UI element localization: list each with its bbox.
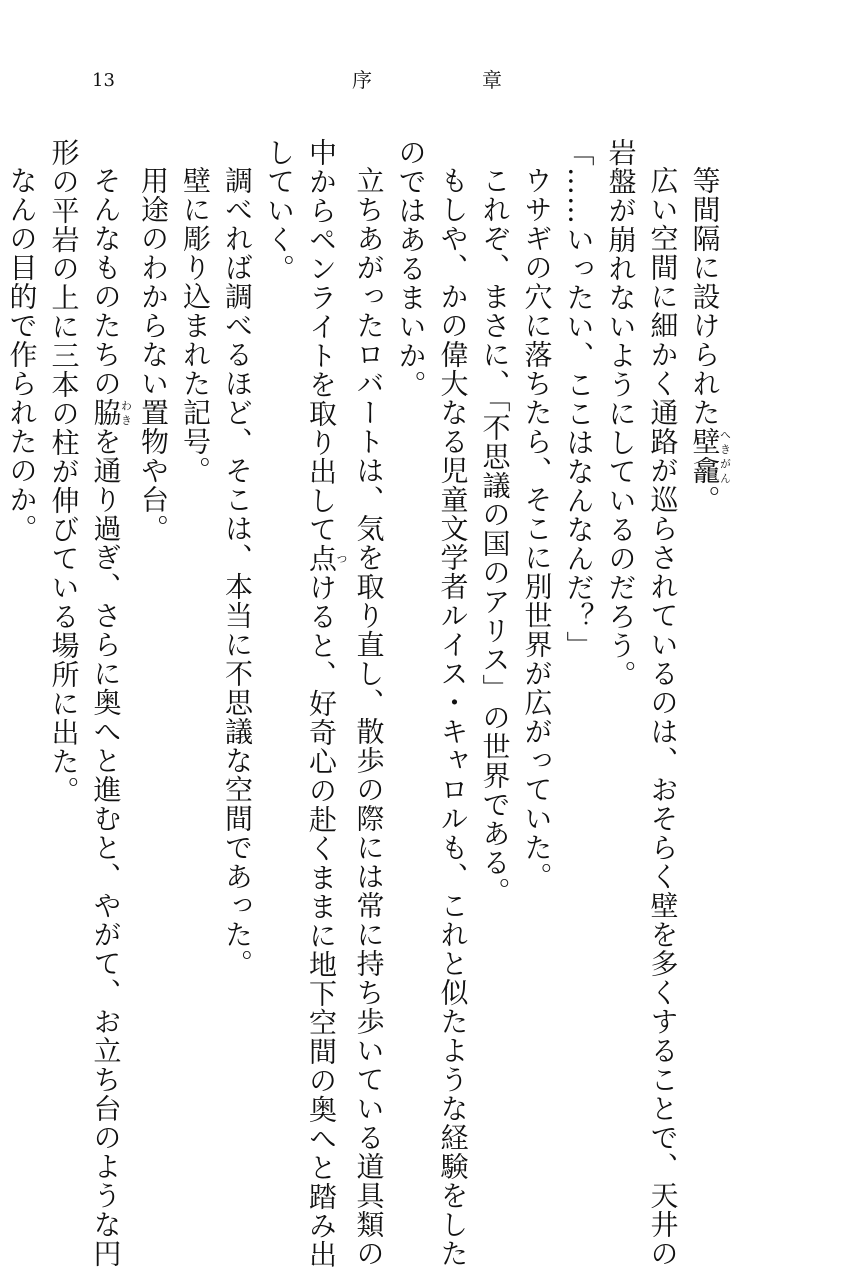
paragraph: 用途のわからない置物や台。 <box>137 166 170 543</box>
chapter-title <box>352 70 502 90</box>
page-number: 13 <box>92 70 115 91</box>
paragraph-continuation: 岩盤が崩れないようにしているのだろう。 <box>604 138 638 689</box>
dialogue-line: 「……いったい、ここはなんなんだ？」 <box>562 138 596 660</box>
paragraph: ウサギの穴に落ちたら、そこに別世界が広がっていた。 <box>520 166 554 891</box>
paragraph-continuation: のではあるまいか。 <box>394 138 428 399</box>
chapter-title-char-2: 章 <box>482 68 502 92</box>
paragraph: 調べれば調べるほど、そこは、本当に不思議な空間であった。 <box>221 166 254 978</box>
paragraph: 等間隔に設けられた壁龕へきがん。 <box>688 166 732 514</box>
chapter-title-char-1: 序 <box>352 68 372 92</box>
ruby-annotation: 壁龕へきがん <box>688 427 732 485</box>
paragraph-continuation: 中からペンライトを取り出して点つけると、好奇心の赴くままに地下空間の奥へと踏み出 <box>305 138 348 1269</box>
paragraph: そんなものたちの脇わきを通り過ぎ、さらに奥へと進むと、やがて、お立ち台のような円 <box>89 166 133 1268</box>
paragraph: 広い空間に細かく通路が巡らされているのは、おそらく壁を多くすることで、天井の <box>646 166 680 1268</box>
paragraph: 立ちあがったロバートは、気を取り直し、散歩の際には常に持ち歩いている道具類の <box>352 166 386 1268</box>
paragraph-continuation: していく。 <box>263 138 296 283</box>
paragraph: なんの目的で作られたのか。 <box>5 166 39 543</box>
paragraph: これぞ、まさに、「不思議の国のアリス」の世界である。 <box>478 166 512 906</box>
ruby-annotation: 脇わき <box>89 398 133 427</box>
paragraph: もしや、かの偉大なる児童文学者ルイス・キャロルも、これと似たような経験をした <box>436 166 470 1268</box>
paragraph-continuation: 形の平岩の上に三本の柱が伸びている場所に出た。 <box>47 138 81 805</box>
body-text <box>1 138 732 1269</box>
paragraph: 壁に彫り込まれた記号。 <box>179 166 212 485</box>
ruby-annotation: 点つ <box>305 544 348 573</box>
